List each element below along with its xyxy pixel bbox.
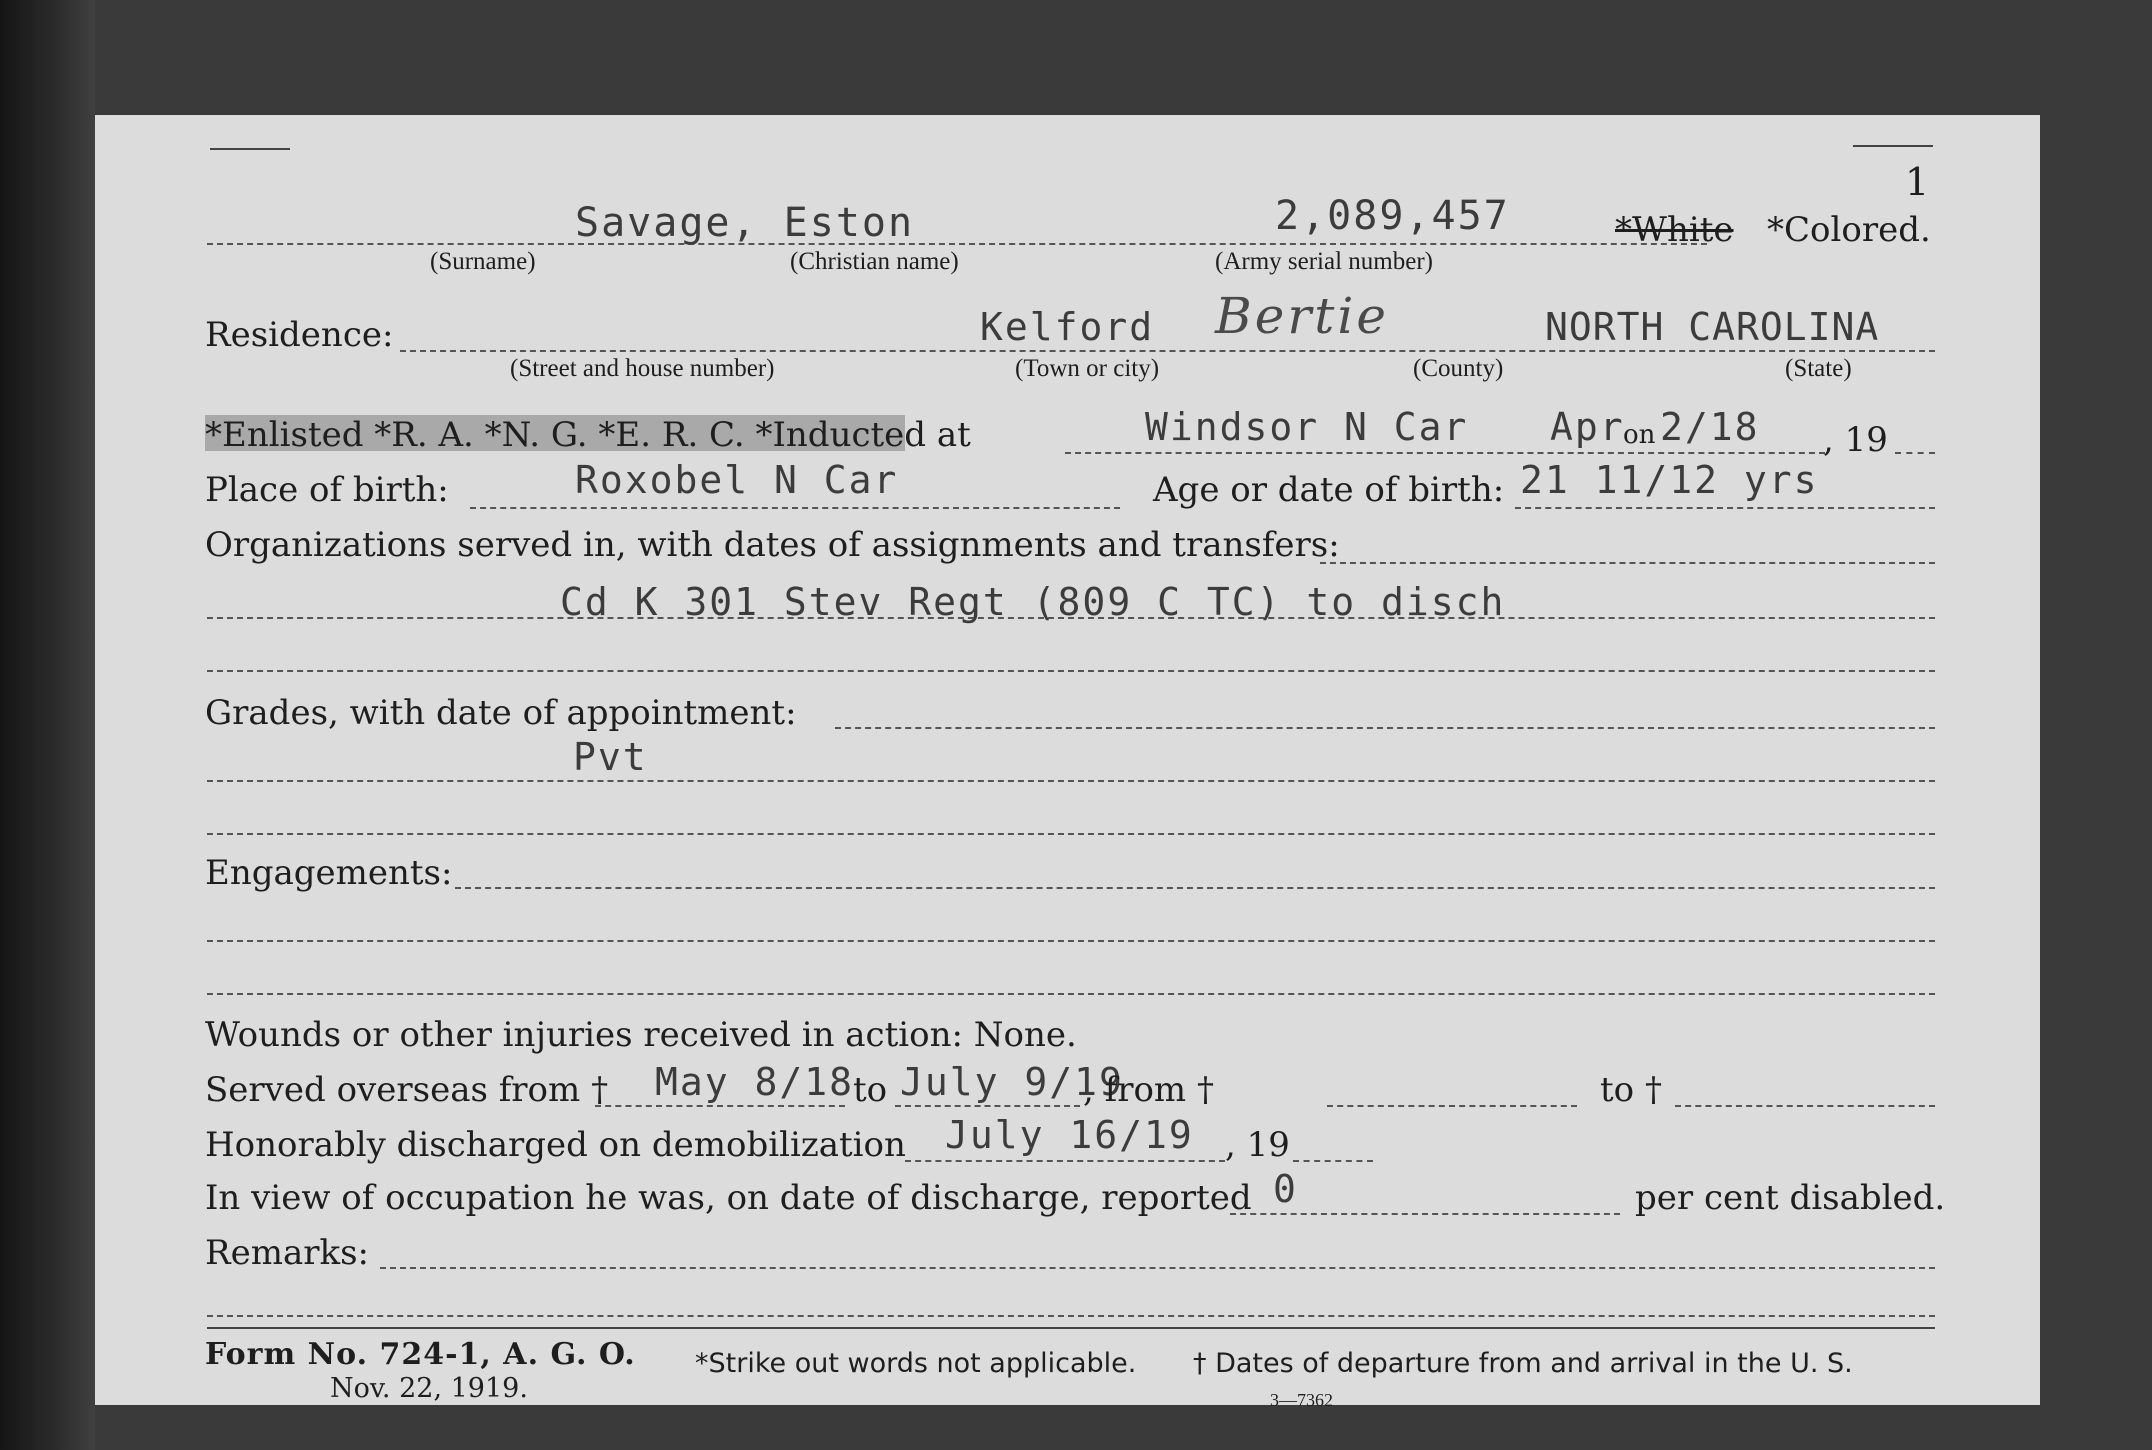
service-record-card [95,115,2040,1410]
on-label: on [1623,420,1656,450]
dates-note: † Dates of departure from and arrival in the U. S. [1193,1348,1853,1379]
white-option: *White [1615,210,1734,250]
overseas-from2-label: , from † [1083,1070,1214,1110]
organizations-line-1 [1320,562,1935,564]
residence-label: Residence: [205,315,394,355]
grades-line-2 [207,780,1935,782]
grades-line-1 [835,727,1935,729]
surname-caption: (Surname) [430,248,536,275]
organizations-line-3 [207,670,1935,672]
birthplace-line [470,507,1120,509]
overseas-to2-label: to † [1600,1070,1662,1110]
inducted-year-line [1895,452,1935,454]
remarks-line-1 [380,1267,1935,1269]
christian-caption: (Christian name) [790,248,959,275]
scan-border [0,0,95,1450]
state-value: NORTH CAROLINA [1545,305,1880,349]
grades-label: Grades, with date of appointment: [205,693,797,733]
birthplace-label: Place of birth: [205,470,449,510]
state-caption: (State) [1785,355,1852,382]
print-code: 3—7362 [1270,1390,1333,1410]
colored-option: *Colored. [1767,210,1931,250]
footer-rule [207,1327,1935,1329]
county-caption: (County) [1413,355,1504,382]
town-value: Kelford [980,305,1155,349]
inducted-date: 2/18 [1660,405,1760,449]
corner-rule-right [1853,145,1933,147]
remarks-line-2 [207,1315,1935,1317]
overseas-to-label: to [853,1070,888,1110]
wounds-label: Wounds or other injuries received in action: None. [205,1015,1077,1055]
disabled-line [1230,1213,1620,1215]
grades-line-3 [207,833,1935,835]
inducted-place: Windsor N Car [1145,405,1469,449]
engagements-label: Engagements: [205,853,453,893]
birthplace-value: Roxobel N Car [575,458,899,502]
overseas-from2-line [1327,1105,1577,1107]
inducted-month: Apr [1550,405,1625,449]
overseas-from-line [595,1105,845,1107]
overseas-from-value: May 8/18 [655,1060,855,1104]
discharged-line [905,1160,1225,1162]
inducted-line [1065,452,1825,454]
card-number: 1 [1905,160,1930,204]
discharged-label: Honorably discharged on demobilization [205,1125,906,1165]
occupation-label: In view of occupation he was, on date of discharge, reported [205,1178,1252,1218]
organizations-line-2 [207,617,1935,619]
disabled-value: 0 [1273,1167,1298,1211]
discharged-value: July 16/19 [945,1113,1194,1157]
county-value: Bertie [1215,287,1389,345]
strike-note: *Strike out words not applicable. [695,1348,1137,1379]
age-line [1515,507,1935,509]
discharged-year: , 19 [1225,1125,1290,1165]
disabled-suffix: per cent disabled. [1635,1178,1946,1218]
age-label: Age or date of birth: [1153,470,1505,510]
overseas-to2-line [1675,1105,1935,1107]
enlisted-label: *Enlisted *R. A. *N. G. *E. R. C. *Inducted at [205,415,971,455]
overseas-to-value: July 9/19 [900,1060,1124,1104]
residence-line [400,350,1935,352]
name-line [207,243,1707,245]
serial-value: 2,089,457 [1275,193,1510,239]
corner-rule-left [210,148,290,150]
age-value: 21 11/12 yrs [1520,458,1819,502]
overseas-to-line [895,1105,1080,1107]
overseas-label: Served overseas from † [205,1070,609,1110]
engagements-line-1 [455,887,1935,889]
engagements-line-3 [207,993,1935,995]
organizations-value: Cd K 301 Stev Regt (809 C TC) to disch [560,580,1506,624]
name-value: Savage, Eston [575,200,915,246]
form-date: Nov. 22, 1919. [330,1373,528,1404]
street-caption: (Street and house number) [510,355,775,382]
town-caption: (Town or city) [1015,355,1160,382]
grades-value: Pvt [573,735,648,779]
inducted-year: , 19 [1823,420,1888,460]
discharged-year-line [1293,1160,1373,1162]
serial-caption: (Army serial number) [1215,248,1433,275]
form-number: Form No. 724-1, A. G. O. [205,1337,636,1372]
organizations-label: Organizations served in, with dates of assignments and transfers: [205,525,1340,565]
engagements-line-2 [207,940,1935,942]
remarks-label: Remarks: [205,1233,369,1273]
